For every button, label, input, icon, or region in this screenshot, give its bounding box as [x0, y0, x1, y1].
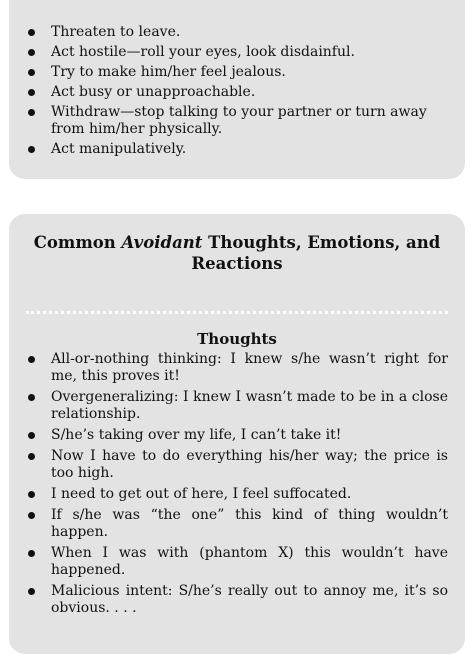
bullet-icon — [28, 453, 35, 460]
thoughts-heading: Thoughts — [197, 330, 277, 348]
list-item-text: Act busy or unapproachable. — [51, 84, 256, 100]
bullet-icon — [28, 49, 35, 56]
list-item — [0, 351, 474, 385]
section-title — [20, 232, 454, 274]
list-item — [0, 389, 474, 423]
list-item — [0, 507, 474, 541]
list-item-text: Malicious intent: S/he’s really out to annoy me, it’s so obvious. . . . — [51, 583, 448, 616]
bullet-icon — [28, 394, 35, 401]
bullet-icon — [28, 491, 35, 498]
bullet-icon — [28, 89, 35, 96]
list-item-text: When I was with (phantom X) this wouldn’t have happened. — [51, 545, 448, 578]
bullet-icon — [28, 588, 35, 595]
list-item-text: I need to get out of here, I feel suffocated. — [51, 486, 352, 502]
dotted-divider — [26, 311, 448, 314]
list-item-text: S/he’s taking over my life, I can’t take it! — [51, 427, 342, 443]
list-item — [0, 141, 474, 158]
bullet-icon — [28, 356, 35, 363]
section-title-prefix: Common — [33, 233, 122, 252]
list-item — [0, 486, 474, 503]
section-title-emphasis: Avoidant — [121, 233, 203, 252]
list-item — [0, 545, 474, 579]
bullet-icon — [28, 512, 35, 519]
section-title-suffix: Thoughts, Emotions, and Reactions — [191, 233, 441, 273]
list-item-text: Act manipulatively. — [51, 141, 187, 157]
list-item — [0, 583, 474, 617]
list-item — [0, 84, 474, 101]
list-item — [0, 64, 474, 81]
list-item-text: Try to make him/her feel jealous. — [51, 64, 286, 80]
list-item-text: Threaten to leave. — [51, 24, 181, 40]
list-item-text: Withdraw—stop talking to your partner or turn away from him/her physically. — [51, 104, 427, 137]
list-item — [0, 44, 474, 61]
list-item-text: Overgeneralizing: I knew I wasn’t made to be in a close relationship. — [51, 389, 448, 422]
list-item — [0, 104, 474, 138]
list-item-text: Now I have to do everything his/her way; the price is too high. — [51, 448, 448, 481]
bullet-icon — [28, 29, 35, 36]
bullet-icon — [28, 550, 35, 557]
bullet-icon — [28, 432, 35, 439]
bullet-icon — [28, 109, 35, 116]
list-item-text: If s/he was “the one” this kind of thing wouldn’t happen. — [51, 507, 448, 540]
list-item-text: All-or-nothing thinking: I knew s/he wasn’t right for me, this proves it! — [51, 351, 448, 384]
list-item-text: Act hostile—roll your eyes, look disdainful. — [51, 44, 355, 60]
bullet-icon — [28, 69, 35, 76]
list-item — [0, 24, 474, 41]
reactions-list — [0, 24, 474, 161]
list-item — [0, 427, 474, 444]
bullet-icon — [28, 146, 35, 153]
list-item — [0, 448, 474, 482]
thoughts-list — [0, 351, 474, 621]
